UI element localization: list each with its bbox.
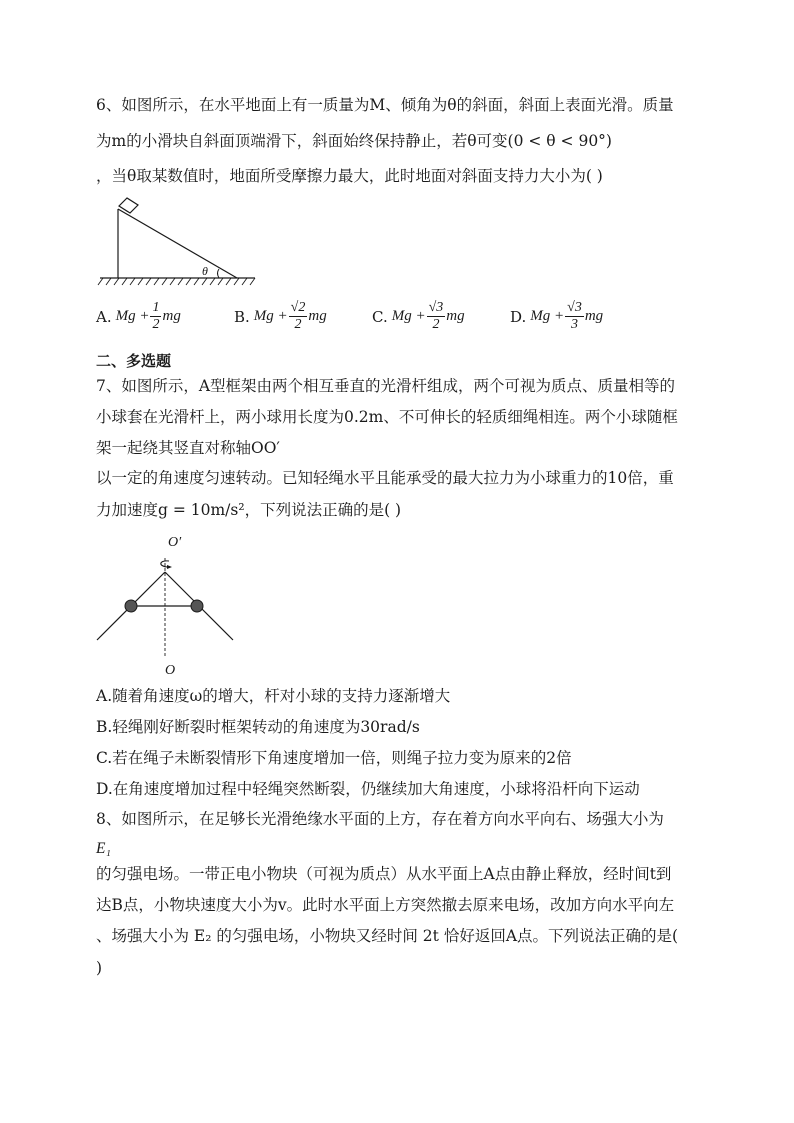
q8-text-line-1: 8、如图所示，在足够长光滑绝缘水平面的上方，存在着方向水平向右、场强大小为 [96, 810, 664, 828]
q7-text-line-3: 架一起绕其竖直对称轴OO′ [96, 439, 280, 457]
q7-text-line-5: 力加速度g = 10m/s²，下列说法正确的是( ) [96, 501, 402, 519]
option-c-label: C. [372, 307, 388, 326]
q8-text-line-5: 、场强大小为 E₂ 的匀强电场，小物块又经时间 2t 恰好返回A点。下列说法正确的是( [96, 927, 679, 945]
incline-angle-label: θ [202, 264, 208, 278]
q6-text-line-2: 为m的小滑块自斜面顶端滑下，斜面始终保持静止，若θ可变(0 < θ < 90°) [96, 132, 612, 150]
a-frame-diagram [95, 530, 245, 680]
q7-option-d[interactable]: D.在角速度增加过程中轻绳突然断裂，仍继续加大角速度，小球将沿杆向下运动 [96, 780, 640, 798]
q6-option-d[interactable]: D. Mg + $\frac{√3}{3}$ mg [510, 300, 604, 332]
q7-text-line-4: 以一定的角速度匀速转动。已知轻绳水平且能承受的最大拉力为小球重力的10倍，重 [96, 469, 674, 487]
q6-option-b[interactable]: B. Mg + $\frac{√2}{2}$ mg [234, 300, 327, 332]
q8-text-line-3: 的匀强电场。一带正电小物块（可视为质点）从水平面上A点由静止释放，经时间t到 [96, 865, 672, 883]
option-b-label: B. [234, 307, 250, 326]
axis-bottom-label: O [165, 663, 176, 678]
q8-text-line-2: E₁ [96, 840, 111, 857]
q7-option-a[interactable]: A.随着角速度ω的增大，杆对小球的支持力逐渐增大 [96, 687, 451, 705]
q7-option-b[interactable]: B.轻绳刚好断裂时框架转动的角速度为30rad/s [96, 718, 420, 736]
q8-text-line-6: ) [96, 959, 103, 977]
section-heading-multiple-choice: 二、多选题 [96, 352, 172, 370]
q7-text-line-2: 小球套在光滑杆上，两小球用长度为0.2m、不可伸长的轻质细绳相连。两个小球随框 [96, 408, 678, 426]
q7-text-line-1: 7、如图所示，A型框架由两个相互垂直的光滑杆组成，两个可视为质点、质量相等的 [96, 377, 676, 395]
option-a-label: A. [96, 307, 112, 326]
incline-slope [118, 209, 237, 278]
right-ball [191, 600, 203, 612]
axis-top-label: O′ [168, 535, 182, 550]
option-d-label: D. [510, 307, 527, 326]
left-ball [125, 600, 137, 612]
q7-option-c[interactable]: C.若在绳子未断裂情形下角速度增加一倍，则绳子拉力变为原来的2倍 [96, 749, 572, 767]
q6-text-line-3: ，当θ取某数值时，地面所受摩擦力最大，此时地面对斜面支持力大小为( ) [96, 167, 603, 185]
q8-text-line-4: 达B点，小物块速度大小为v。此时水平面上方突然撤去原来电场，改加方向水平向左 [96, 896, 675, 914]
q6-option-a[interactable]: A. Mg + $\frac{1}{2}$ mg [96, 300, 181, 332]
q6-option-c[interactable]: C. Mg + $\frac{√3}{2}$ mg [372, 300, 465, 332]
incline-diagram [95, 193, 260, 289]
q6-text-line-1: 6、如图所示，在水平地面上有一质量为M、倾角为θ的斜面，斜面上表面光滑。质量 [96, 96, 674, 114]
